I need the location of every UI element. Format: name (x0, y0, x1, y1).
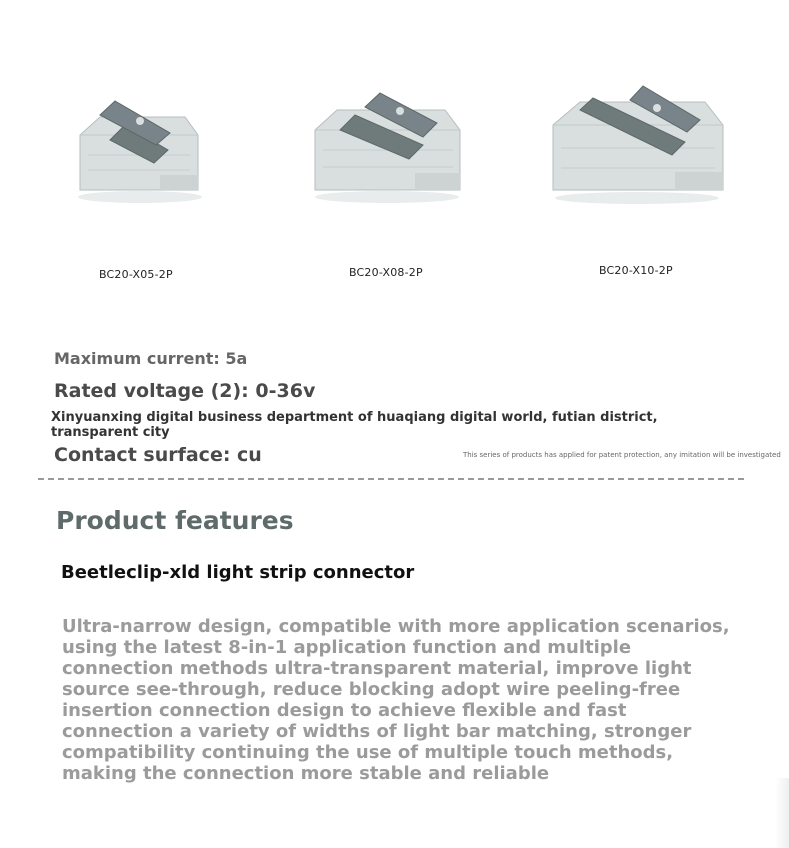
product-image-bc20-x05 (70, 95, 210, 210)
contact-surface-spec: Contact surface: cu (54, 444, 262, 466)
product-image-bc20-x08 (305, 85, 470, 210)
rated-voltage-spec: Rated voltage (2): 0-36v (54, 380, 316, 402)
dashed-divider (38, 478, 744, 480)
product-name: Beetleclip-xld light strip connector (61, 562, 415, 583)
company-line: Xinyuanxing digital business department of huaqiang digital world, futian district, transparent city (51, 410, 658, 440)
product-image-bc20-x10 (545, 80, 730, 210)
features-description: Ultra-narrow design, compatible with more application scenarios, using the latest 8-in-1 application function and multiple connection methods ultra-transparent material, improve light source see-through, reduce blocking adopt wire peeling-free insertion connection design to achieve flexible and fast connection a variety of widths of light bar matching, stronger compatibility continuing the use of multiple touch methods, making the connection more stable and reliable (62, 616, 730, 784)
model-label-1: BC20-X05-2P (99, 268, 173, 281)
corner-decoration (775, 778, 789, 848)
model-label-2: BC20-X08-2P (349, 266, 423, 279)
patent-note: This series of products has applied for patent protection, any imitation will be investigated (463, 451, 781, 459)
model-label-3: BC20-X10-2P (599, 264, 673, 277)
features-heading: Product features (56, 506, 294, 535)
max-current-spec: Maximum current: 5a (54, 349, 248, 368)
